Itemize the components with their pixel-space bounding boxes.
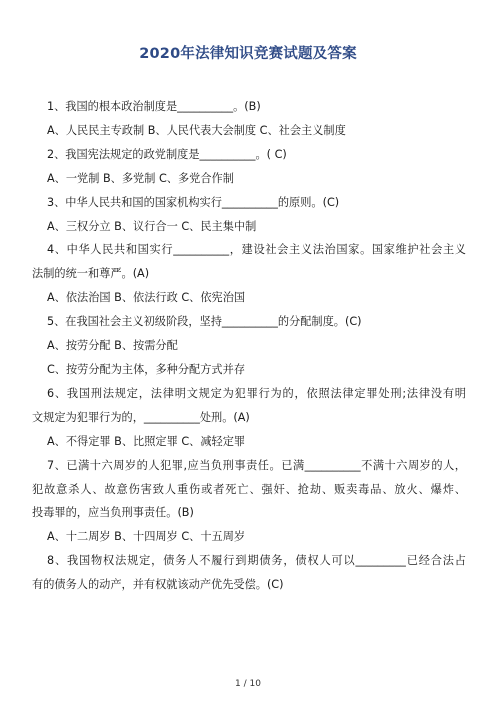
text-line: 有的债务人的动产，并有权就该动产优先受偿。(C)	[32, 578, 284, 592]
text-line: 5、在我国社会主义初级阶段，坚持__________的分配制度。(C)	[47, 315, 362, 329]
text-line: 6、我国刑法规定，法律明文规定为犯罪行为的，依照法律定罪处刑;法律没有明	[47, 386, 466, 400]
text-line: 7、已满十六周岁的人犯罪,应当负刑事责任。已满__________不满十六周岁的人，	[47, 458, 466, 472]
document-body	[32, 95, 466, 597]
text-line: A、一党制 B、多党制 C、多党合作制	[47, 171, 234, 185]
text-line: A、依法治国 B、依法行政 C、依宪治国	[47, 291, 246, 305]
text-line: 4、中华人民共和国实行__________，建设社会主义法治国家。国家维护社会主义	[47, 243, 466, 257]
text-line: 投毒罪的，应当负刑事责任。(B)	[32, 506, 194, 520]
text-line: 法制的统一和尊严。(A)	[32, 267, 150, 281]
text-line: A、三权分立 B、议行合一 C、民主集中制	[47, 219, 257, 233]
text-line: A、十二周岁 B、十四周岁 C、十五周岁	[47, 530, 246, 544]
text-line: 文规定为犯罪行为的，__________处刑。(A)	[32, 410, 250, 424]
text-line: 2、我国宪法规定的政党制度是__________。( C)	[47, 147, 287, 161]
text-line: A、人民民主专政制 B、人民代表大会制度 C、社会主义制度	[47, 123, 346, 137]
text-line: A、不得定罪 B、比照定罪 C、减轻定罪	[47, 434, 246, 448]
page-number: 1 / 10	[235, 679, 261, 689]
text-line: 8、我国物权法规定，债务人不履行到期债务，债权人可以_________已经合法占	[47, 554, 466, 568]
text-line: C、按劳分配为主体，多种分配方式并存	[47, 362, 246, 376]
text-line: A、按劳分配 B、按需分配	[47, 339, 178, 353]
text-line: 3、中华人民共和国的国家机构实行__________的原则。(C)	[47, 195, 340, 209]
text-line: 犯故意杀人、故意伤害致人重伤或者死亡、强奸、抢劫、贩卖毒品、放火、爆炸、	[32, 482, 466, 496]
document-title: 2020年法律知识竞赛试题及答案	[139, 46, 357, 62]
text-line: 1、我国的根本政治制度是__________。(B)	[47, 100, 261, 113]
